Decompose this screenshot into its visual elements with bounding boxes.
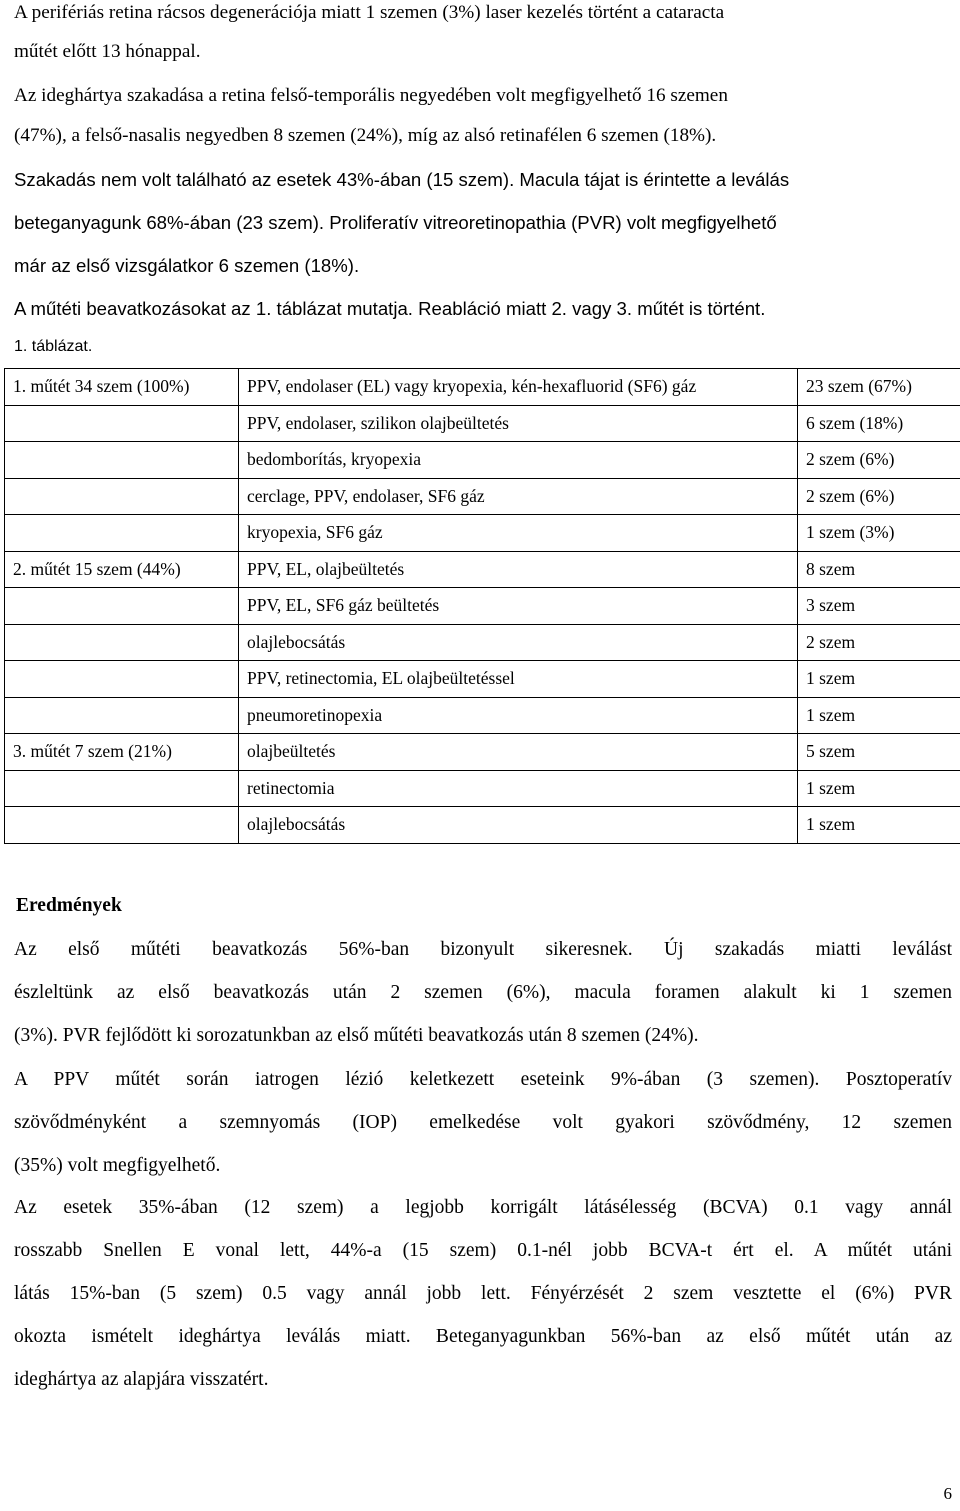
procedure-cell: cerclage, PPV, endolaser, SF6 gáz (239, 478, 798, 515)
group-cell (5, 624, 239, 661)
table-title: 1. táblázat. (14, 338, 93, 355)
table-row (5, 588, 960, 625)
results-paragraph-1 (14, 928, 952, 1057)
results-p1-line: Az első műtéti beavatkozás 56%-ban bizonyult sikeresnek. Új szakadás miatti leválást (14, 939, 952, 960)
count-cell: 2 szem (798, 624, 960, 661)
count-cell: 5 szem (798, 734, 960, 771)
table-row (5, 734, 960, 771)
intro-line-4: (47%), a felső-nasalis negyedben 8 szemen (24%), míg az alsó retinafélen 6 szemen (18%). (14, 125, 717, 146)
count-cell: 1 szem (798, 807, 960, 844)
procedure-cell: kryopexia, SF6 gáz (239, 515, 798, 552)
group-cell: 1. műtét 34 szem (100%) (5, 369, 239, 406)
results-heading: Eredmények (16, 895, 122, 916)
group-cell: 3. műtét 7 szem (21%) (5, 734, 239, 771)
results-p1-line: észleltünk az első beavatkozás után 2 szemen (6%), macula foramen alakult ki 1 szemen (14, 982, 952, 1003)
intro-line-2: műtét előtt 13 hónappal. (14, 41, 201, 62)
group-cell: 2. műtét 15 szem (44%) (5, 551, 239, 588)
results-paragraph-3 (14, 1186, 952, 1401)
results-p3-line: ideghártya az alapjára visszatért. (14, 1369, 269, 1390)
procedure-cell: PPV, endolaser, szilikon olajbeültetés (239, 405, 798, 442)
intro-line-1: A perifériás retina rácsos degenerációja miatt 1 szemen (3%) laser kezelés történt a cataracta (14, 2, 725, 23)
procedure-cell: PPV, endolaser (EL) vagy kryopexia, kén-hexafluorid (SF6) gáz (239, 369, 798, 406)
table-row (5, 515, 960, 552)
count-cell: 2 szem (6%) (798, 442, 960, 479)
procedure-cell: olajlebocsátás (239, 807, 798, 844)
table-row (5, 405, 960, 442)
intro-line-7: már az első vizsgálatkor 6 szemen (18%). (14, 255, 360, 276)
count-cell: 6 szem (18%) (798, 405, 960, 442)
table-row (5, 807, 960, 844)
count-cell: 1 szem (798, 661, 960, 698)
intro-line-3: Az ideghártya szakadása a retina felső-temporális negyedében volt megfigyelhető 16 szemen (14, 85, 728, 106)
results-p2-line: A PPV műtét során iatrogen lézió keletkezett eseteink 9%-ában (3 szemen). Posztoperatív (14, 1069, 952, 1090)
count-cell: 3 szem (798, 588, 960, 625)
table-row (5, 369, 960, 406)
results-p3-line: rosszabb Snellen E vonal lett, 44%-a (15 szem) 0.1-nél jobb BCVA-t ért el. A műtét utáni (14, 1240, 952, 1261)
count-cell: 1 szem (3%) (798, 515, 960, 552)
group-cell (5, 442, 239, 479)
count-cell: 2 szem (6%) (798, 478, 960, 515)
intro-line-5: Szakadás nem volt található az esetek 43%-ában (15 szem). Macula tájat is érintette a leválás (14, 169, 790, 190)
procedure-cell: retinectomia (239, 770, 798, 807)
procedure-cell: bedomborítás, kryopexia (239, 442, 798, 479)
intro-line-6: beteganyagunk 68%-ában (23 szem). Proliferatív vitreoretinopathia (PVR) volt megfigyelhető (14, 212, 777, 233)
count-cell: 23 szem (67%) (798, 369, 960, 406)
table-row (5, 551, 960, 588)
procedure-cell: olajbeültetés (239, 734, 798, 771)
intro-line-8: A műtéti beavatkozásokat az 1. táblázat mutatja. Reabláció miatt 2. vagy 3. műtét is történt. (14, 298, 766, 319)
procedures-table-body (5, 369, 960, 844)
procedure-cell: olajlebocsátás (239, 624, 798, 661)
results-p1-line: (3%). PVR fejlődött ki sorozatunkban az első műtéti beavatkozás után 8 szemen (24%). (14, 1025, 699, 1046)
results-paragraph-2 (14, 1058, 952, 1187)
group-cell (5, 405, 239, 442)
table-row (5, 661, 960, 698)
procedure-cell: PPV, retinectomia, EL olajbeültetéssel (239, 661, 798, 698)
results-p3-line: okozta ismételt ideghártya leválás miatt. Beteganyagunkban 56%-ban az első műtét után az (14, 1326, 952, 1347)
procedure-cell: pneumoretinopexia (239, 697, 798, 734)
table-row (5, 770, 960, 807)
count-cell: 8 szem (798, 551, 960, 588)
count-cell: 1 szem (798, 697, 960, 734)
procedure-cell: PPV, EL, SF6 gáz beültetés (239, 588, 798, 625)
results-p3-line: Az esetek 35%-ában (12 szem) a legjobb korrigált látásélesség (BCVA) 0.1 vagy annál (14, 1197, 952, 1218)
group-cell (5, 661, 239, 698)
table-row (5, 624, 960, 661)
group-cell (5, 515, 239, 552)
results-p3-line: látás 15%-ban (5 szem) 0.5 vagy annál jobb lett. Fényérzését 2 szem vesztette el (6%) PVR (14, 1283, 952, 1304)
group-cell (5, 770, 239, 807)
table-row (5, 478, 960, 515)
group-cell (5, 588, 239, 625)
page-number: 6 (943, 1484, 952, 1503)
results-p2-line: (35%) volt megfigyelhető. (14, 1155, 221, 1176)
table-row (5, 442, 960, 479)
group-cell (5, 807, 239, 844)
results-p2-line: szövődményként a szemnyomás (IOP) emelkedése volt gyakori szövődmény, 12 szemen (14, 1112, 952, 1133)
procedures-table (4, 368, 960, 844)
table-row (5, 697, 960, 734)
procedure-cell: PPV, EL, olajbeültetés (239, 551, 798, 588)
group-cell (5, 478, 239, 515)
group-cell (5, 697, 239, 734)
count-cell: 1 szem (798, 770, 960, 807)
